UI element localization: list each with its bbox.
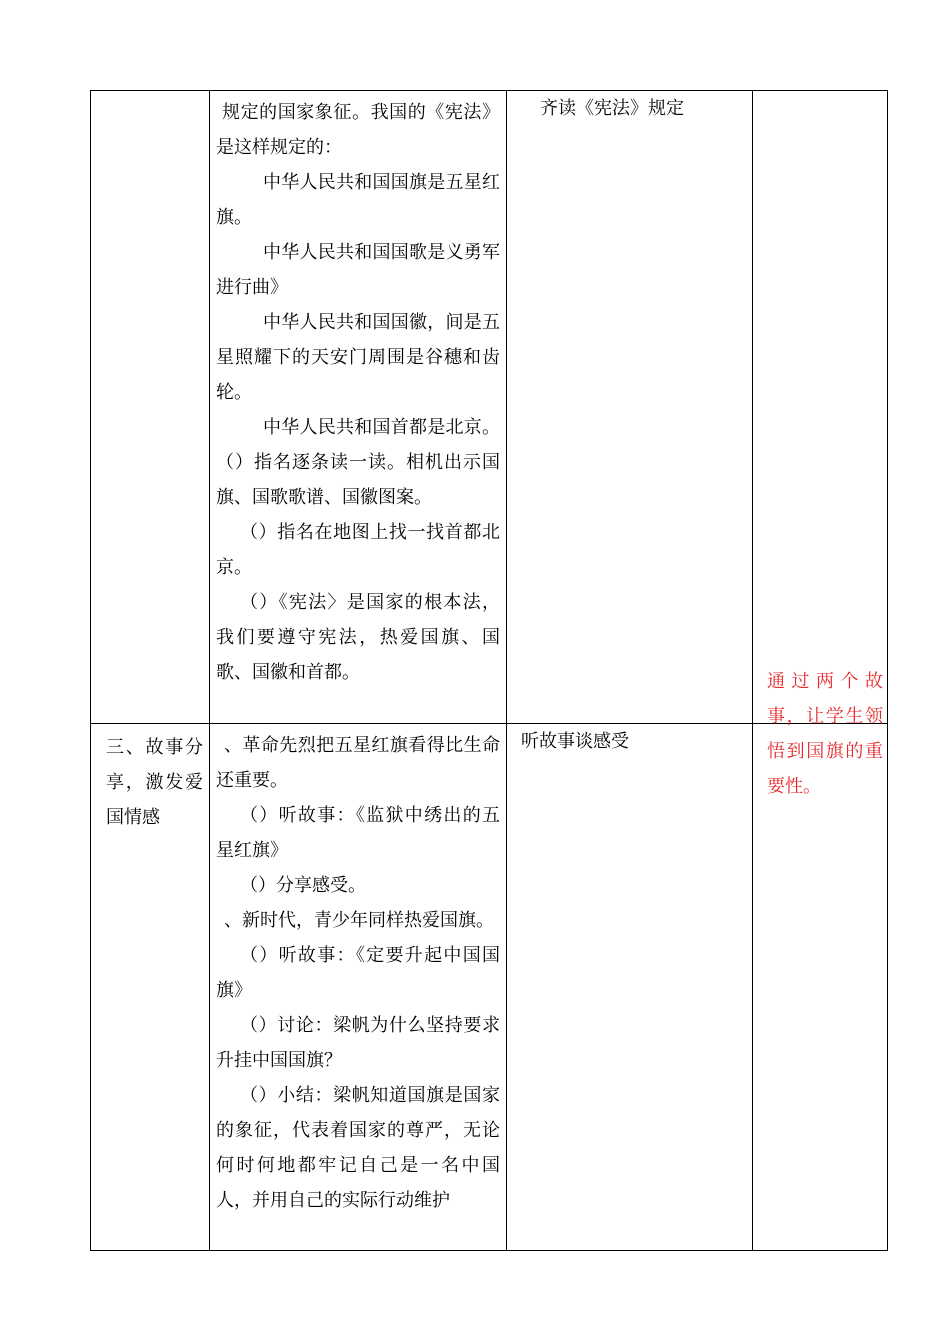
teacher-activity-paragraph: 中华人民共和国国旗是五星红旗。 — [216, 172, 500, 228]
teacher-activity-paragraph: 中华人民共和国国徽，间是五星照耀下的天安门周围是谷穗和齿轮。 — [216, 312, 500, 403]
teacher-activity-paragraph: （）《宪法〉是国家的根本法，我们要遵守宪法，热爱国旗、国歌、国徽和首都。 — [216, 592, 500, 683]
design-intent-text: 通过两个故事，让学生领悟到国旗的重要性。 — [767, 671, 883, 797]
stage-label — [91, 91, 209, 101]
teacher-activity-paragraph: （）听故事：《定要升起中国国旗》 — [216, 945, 500, 1001]
design-intent-cell — [753, 91, 888, 724]
student-activity-text: 齐读《宪法》规定 — [540, 98, 684, 119]
teacher-activity-paragraph: （）指名在地图上找一找首都北京。 — [216, 522, 500, 578]
teacher-activity-paragraph: 、革命先烈把五星红旗看得比生命还重要。 — [216, 735, 500, 791]
design-intent-text — [753, 91, 887, 99]
design-intent-cell — [753, 671, 888, 1251]
student-activity-cell — [507, 724, 753, 1251]
teacher-activity-paragraph: 中华人民共和国首都是北京。（）指名逐条读一读。相机出示国旗、国歌歌谱、国徽图案。 — [216, 417, 500, 508]
teacher-activity-paragraph: 规定的国家象征。我国的《宪法》是这样规定的： — [216, 102, 500, 158]
stage-label: 三、故事分享，激发爱国情感 — [106, 737, 203, 828]
teacher-activity-text — [210, 91, 506, 694]
teacher-activity-paragraph: （）讨论：梁帆为什么坚持要求升挂中国国旗？ — [216, 1015, 500, 1071]
teacher-activity-paragraph: 、新时代，青少年同样热爱国旗。 — [224, 910, 494, 931]
lesson-plan-table — [90, 90, 888, 1251]
teacher-activity-paragraph: （）分享感受。 — [240, 875, 366, 896]
teacher-activity-paragraph: 中华人民共和国国歌是义勇军进行曲》 — [216, 242, 500, 298]
teacher-activity-cell — [210, 91, 507, 724]
student-activity-cell — [507, 91, 753, 724]
teacher-activity-text — [210, 724, 506, 1222]
table-row — [91, 724, 888, 1251]
teacher-activity-paragraph: （）听故事：《监狱中绣出的五星红旗》 — [216, 805, 500, 861]
teacher-activity-paragraph: （）小结：梁帆知道国旗是国家的象征，代表着国家的尊严，无论何时何地都牢记自己是一名中国人，并用自己的实际行动维护 — [216, 1085, 500, 1211]
student-activity-text: 听故事谈感受 — [521, 731, 629, 752]
teacher-activity-cell — [210, 724, 507, 1251]
stage-cell — [91, 724, 210, 1251]
table-row — [91, 91, 888, 724]
stage-cell — [91, 91, 210, 724]
